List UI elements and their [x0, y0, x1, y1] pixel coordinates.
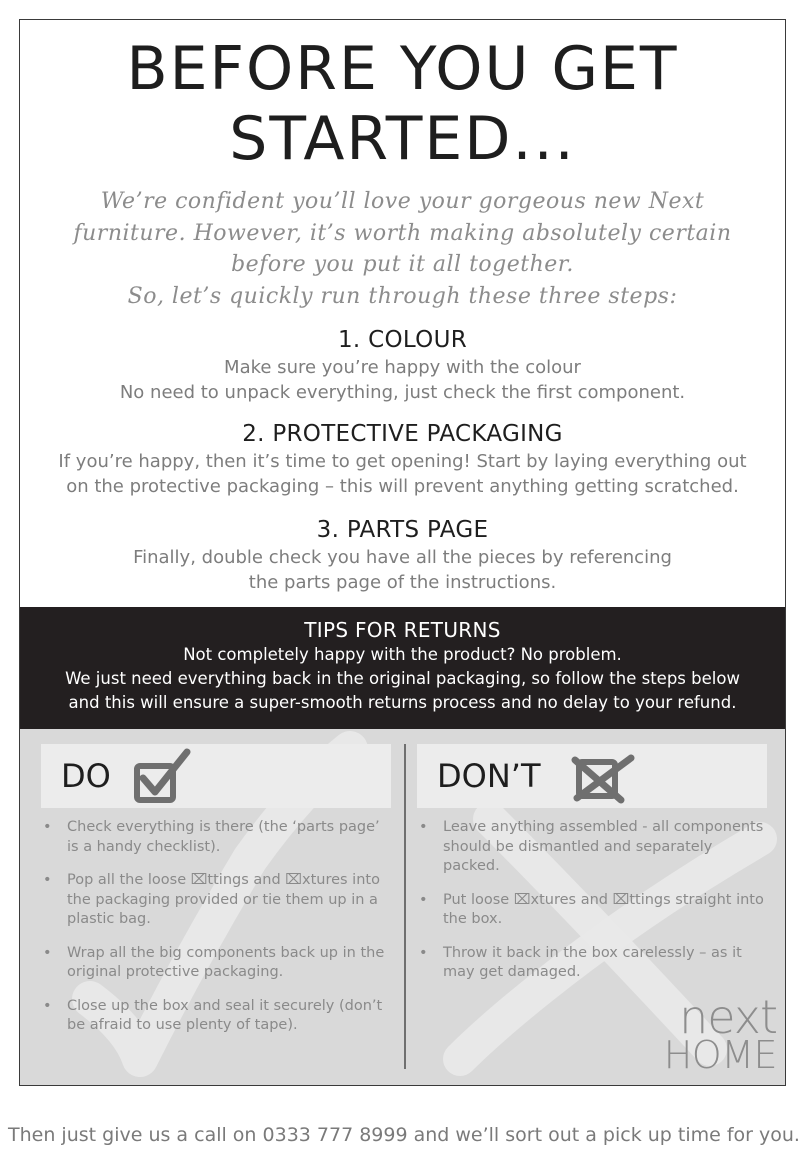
- returns-line: Not completely happy with the product? No problem.: [183, 645, 622, 664]
- returns-heading: TIPS FOR RETURNS: [304, 618, 501, 642]
- dont-header: [417, 744, 767, 808]
- do-label: DO: [61, 757, 111, 795]
- checked-box-icon: [131, 748, 191, 806]
- step-colour: [20, 325, 785, 405]
- logo-line-2: HOME: [663, 1033, 777, 1077]
- step-parts-page: [20, 515, 785, 595]
- next-home-logo: [663, 990, 777, 1077]
- list-item: • Wrap all the big components back up in the original protective packaging.: [41, 944, 391, 983]
- do-list: [41, 818, 391, 1036]
- returns-tips-band: [20, 607, 785, 729]
- step-heading: 1. COLOUR: [337, 327, 468, 353]
- list-item: • Leave anything assembled - all components should be dismantled and separately packed.: [417, 818, 767, 877]
- list-item: • Throw it back in the box carelessly – as it may get damaged.: [417, 944, 767, 983]
- intro-line-1: We’re confident you’ll love your gorgeous new Next: [100, 189, 705, 214]
- step-heading: 2. PROTECTIVE PACKAGING: [242, 421, 563, 447]
- returns-line: We just need everything back in the original packaging, so follow the steps below: [65, 669, 740, 688]
- column-divider: [404, 744, 406, 1069]
- list-item: • Check everything is there (the ‘parts page’ is a handy checklist).: [41, 818, 391, 857]
- step-body: [20, 545, 785, 595]
- dont-label: DON’T: [437, 757, 541, 795]
- do-dont-panel: [20, 729, 785, 1086]
- step-line: the parts page of the instructions.: [248, 572, 557, 593]
- do-header: [41, 744, 391, 808]
- dont-list: [417, 818, 767, 983]
- step-protective-packaging: [20, 419, 785, 499]
- step-body: [20, 355, 785, 405]
- title-line-1: BEFORE YOU GET: [126, 34, 679, 104]
- title-line-2: STARTED...: [229, 104, 576, 174]
- crossed-box-icon: [569, 748, 635, 806]
- step-line: No need to unpack everything, just check the first component.: [119, 382, 686, 403]
- step-line: Make sure you’re happy with the colour: [224, 357, 581, 378]
- step-line: on the protective packaging – this will prevent anything getting scratched.: [66, 476, 739, 497]
- list-item: • Put loose ⌧xtures and ⌧ttings straight into the box.: [417, 891, 767, 930]
- list-item: • Pop all the loose ⌧ttings and ⌧xtures into the packaging provided or tie them up in a plastic bag.: [41, 871, 391, 930]
- list-item: • Close up the box and seal it securely (don’t be afraid to use plenty of tape).: [41, 997, 391, 1036]
- step-line: If you’re happy, then it’s time to get opening! Start by laying everything out: [58, 451, 747, 472]
- step-heading: 3. PARTS PAGE: [316, 517, 489, 543]
- returns-body: [20, 643, 785, 715]
- intro-line-4: So, let’s quickly run through these three steps:: [127, 283, 678, 309]
- step-body: [20, 449, 785, 499]
- returns-line: and this will ensure a super-smooth returns process and no delay to your refund.: [68, 693, 737, 712]
- step-line: Finally, double check you have all the pieces by referencing: [133, 547, 672, 568]
- intro-text: [20, 186, 785, 312]
- page-title: [20, 34, 785, 174]
- intro-line-2: furniture. However, it’s worth making absolutely certain: [73, 220, 732, 246]
- footer-note: Then just give us a call on 0333 777 8999 and we’ll sort out a pick up time for you.: [8, 1124, 800, 1146]
- logo-line-1: next: [679, 990, 777, 1044]
- do-column: [41, 744, 391, 1050]
- intro-line-3: before you put it all together.: [231, 252, 574, 277]
- leaflet-frame: [19, 19, 786, 1086]
- dont-column: [417, 744, 767, 997]
